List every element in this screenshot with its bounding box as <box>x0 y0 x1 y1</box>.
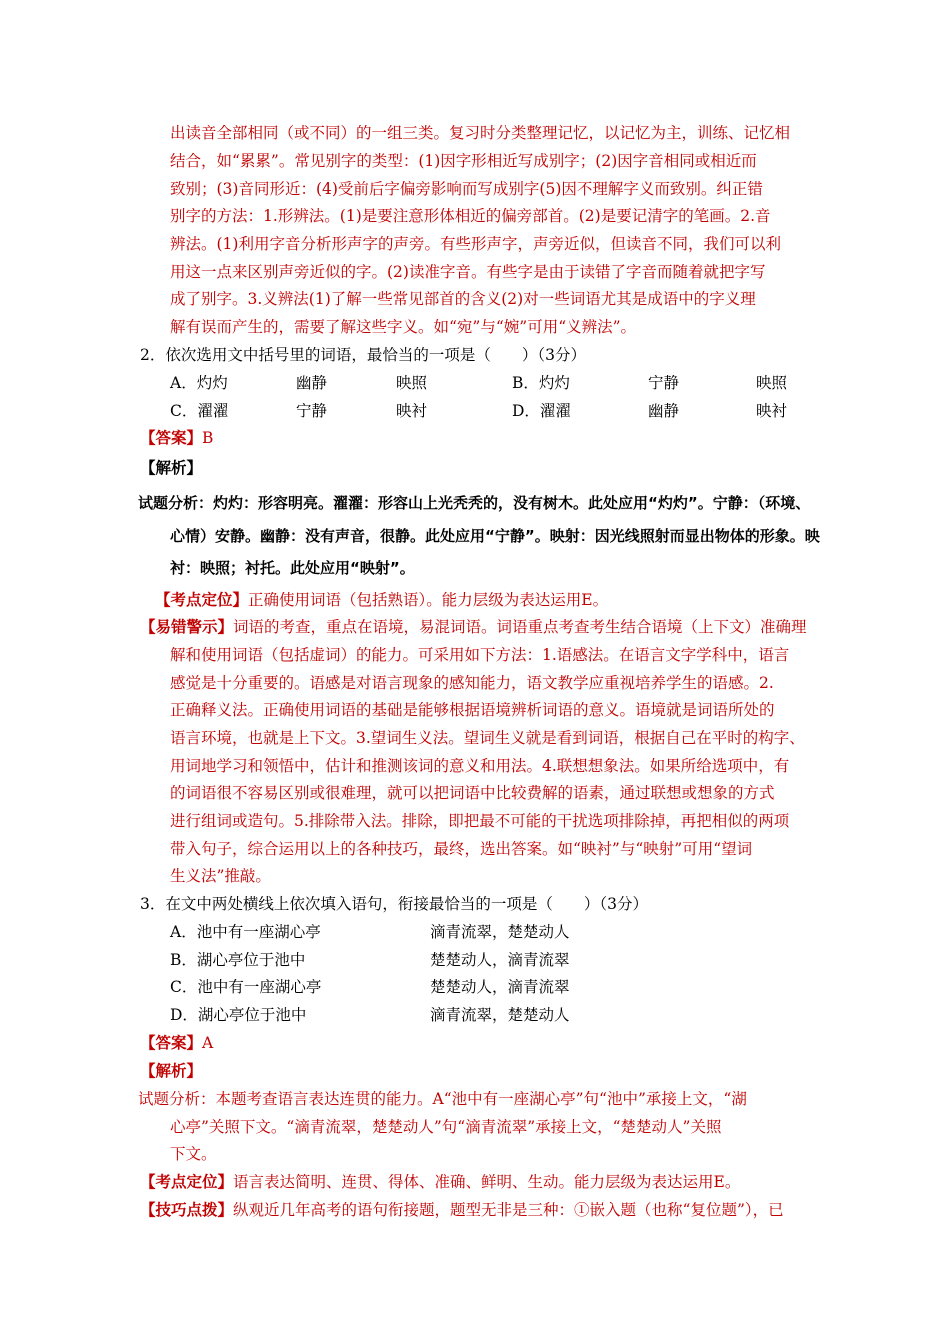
q2-option-c-word3: 映衬 <box>396 402 428 420</box>
tip-text: 纵观近几年高考的语句衔接题，题型无非是三种：①嵌入题（也称“复位题”），已 <box>233 1201 784 1219</box>
q2-warn-line-10: 生义法”推敲。 <box>170 867 271 885</box>
kaodian-tag: 【考点定位】 <box>140 1172 234 1191</box>
q3-tip <box>140 1200 784 1220</box>
q1-note-line-1: 出读音全部相同（或不同）的一组三类。复习时分类整理记忆，以记忆为主，训练、记忆相 <box>170 124 791 142</box>
q1-note-line-5: 辨法。(1)利用字音分析形声字的声旁。有些形声字，声旁近似，但读音不同，我们可以利 <box>170 235 781 253</box>
q1-note-line-7: 成了别字。3.义辨法(1)了解一些常见部首的含义(2)对一些词语尤其是成语中的字义理 <box>170 290 756 308</box>
q3-stem: 3．在文中两处横线上依次填入语句，衔接最恰当的一项是（ ）（3分） <box>140 895 648 913</box>
q2-warn-line-5: 语言环境，也就是上下文。3.望词生义法。望词生义就是看到词语，根据自己在平时的构字、 <box>170 729 805 747</box>
q3-option-d-second: 滴青流翠，楚楚动人 <box>430 1006 570 1024</box>
q2-analysis-line-3: 衬：映照；衬托。此处应用“映射”。 <box>170 559 415 577</box>
q3-option-a: A．池中有一座湖心亭 <box>170 923 321 941</box>
q1-note-line-6: 用这一点来区别声旁近似的字。(2)读准字音。有些字是由于读错了字音而随着就把字写 <box>170 263 766 281</box>
q2-warn-line-7: 的词语很不容易区别或很难理，就可以把词语中比较费解的语素，通过联想或想象的方式 <box>170 784 775 802</box>
kaodian-text: 语言表达简明、连贯、得体、准确、鲜明、生动。能力层级为表达运用E。 <box>233 1173 741 1191</box>
q2-warn-line-8: 进行组词或造句。5.排除带入法。排除，即把最不可能的干扰选项排除掉，再把相似的两项 <box>170 812 790 830</box>
q2-option-d: D．濯濯 <box>512 402 571 420</box>
q3-kaodian <box>140 1172 740 1192</box>
q2-warn-line-6: 用词地学习和领悟中，估计和推测该词的意义和用法。4.联想想象法。如果所给选项中，有 <box>170 757 790 775</box>
q3-analysis-line-3: 下文。 <box>170 1145 217 1163</box>
q3-analysis-line-1: 试题分析：本题考查语言表达连贯的能力。A“池中有一座湖心亭”句“池中”承接上文，“湖 <box>138 1090 747 1108</box>
q2-option-b-word3: 映照 <box>756 374 788 392</box>
q3-analysis-tag: 【解析】 <box>140 1061 203 1080</box>
q2-analysis-line-1: 试题分析：灼灼：形容明亮。濯濯：形容山上光秃秃的，没有树木。此处应用“灼灼”。宁静：（环境、 <box>138 494 811 512</box>
q1-note-line-3: 致别；(3)音同形近：(4)受前后字偏旁影响而写成别字(5)因不理解字义而致别。纠正错 <box>170 180 763 198</box>
answer-tag: 【答案】 <box>140 1033 203 1052</box>
q3-analysis-line-2: 心亭”关照下文。“滴青流翠，楚楚动人”句“滴青流翠”承接上文，“楚楚动人”关照 <box>170 1118 722 1136</box>
q3-answer <box>140 1033 213 1053</box>
q2-analysis-tag: 【解析】 <box>140 458 203 477</box>
q1-note-line-2: 结合，如“累累”。常见别字的类型：(1)因字形相近写成别字；(2)因字音相同或相近而 <box>170 152 757 170</box>
q3-option-a-second: 滴青流翠，楚楚动人 <box>430 923 570 941</box>
q1-note-line-4: 别字的方法：1.形辨法。(1)是要注意形体相近的偏旁部首。(2)是要记清字的笔画。2.音 <box>170 207 771 225</box>
q3-option-b: B．湖心亭位于池中 <box>170 951 306 969</box>
q3-option-b-second: 楚楚动人，滴青流翠 <box>430 951 570 969</box>
answer-value: A <box>202 1034 214 1052</box>
q2-warn-line-3: 感觉是十分重要的。语感是对语言现象的感知能力，语文教学应重视培养学生的语感。2. <box>170 674 774 692</box>
q2-analysis-line-2: 心情）安静。幽静：没有声音，很静。此处应用“宁静”。映射：因光线照射而显出物体的形象。映 <box>170 527 820 545</box>
warn-tag: 【易错警示】 <box>140 617 234 636</box>
q3-option-c-second: 楚楚动人，滴青流翠 <box>430 978 570 996</box>
q2-option-b-word2: 宁静 <box>648 374 680 392</box>
answer-tag: 【答案】 <box>140 428 203 447</box>
kaodian-text: 正确使用词语（包括熟语）。能力层级为表达运用E。 <box>248 591 609 609</box>
warn-text: 词语的考查，重点在语境，易混词语。词语重点考查考生结合语境（上下文）准确理 <box>233 618 807 636</box>
q2-option-c: C．濯濯 <box>170 402 229 420</box>
q2-warn-line-1 <box>140 617 807 637</box>
q2-option-a-word3: 映照 <box>396 374 428 392</box>
q2-option-c-word2: 宁静 <box>296 402 328 420</box>
q2-option-a-word2: 幽静 <box>296 374 328 392</box>
q2-answer <box>140 428 213 448</box>
q2-option-d-word2: 幽静 <box>648 402 680 420</box>
q2-stem: 2．依次选用文中括号里的词语，最恰当的一项是（ ）（3分） <box>140 346 586 364</box>
kaodian-tag: 【考点定位】 <box>155 590 249 609</box>
q2-warn-line-9: 带入句子，综合运用以上的各种技巧，最终，选出答案。如“映衬”与“映射”可用“望词 <box>170 840 753 858</box>
tip-tag: 【技巧点拨】 <box>140 1200 234 1219</box>
q3-option-c: C．池中有一座湖心亭 <box>170 978 322 996</box>
q2-kaodian <box>155 590 608 610</box>
q2-option-b: B．灼灼 <box>512 374 570 392</box>
q2-option-a: A．灼灼 <box>170 374 228 392</box>
answer-value: B <box>202 429 214 447</box>
q3-option-d: D．湖心亭位于池中 <box>170 1006 307 1024</box>
q2-warn-line-4: 正确释义法。正确使用词语的基础是能够根据语境辨析词语的意义。语境就是词语所处的 <box>170 701 775 719</box>
q2-warn-line-2: 解和使用词语（包括虚词）的能力。可采用如下方法：1.语感法。在语言文字学科中，语言 <box>170 646 790 664</box>
q1-note-line-8: 解有误而产生的，需要了解这些字义。如“宛”与“婉”可用“义辨法”。 <box>170 318 637 336</box>
q2-option-d-word3: 映衬 <box>756 402 788 420</box>
